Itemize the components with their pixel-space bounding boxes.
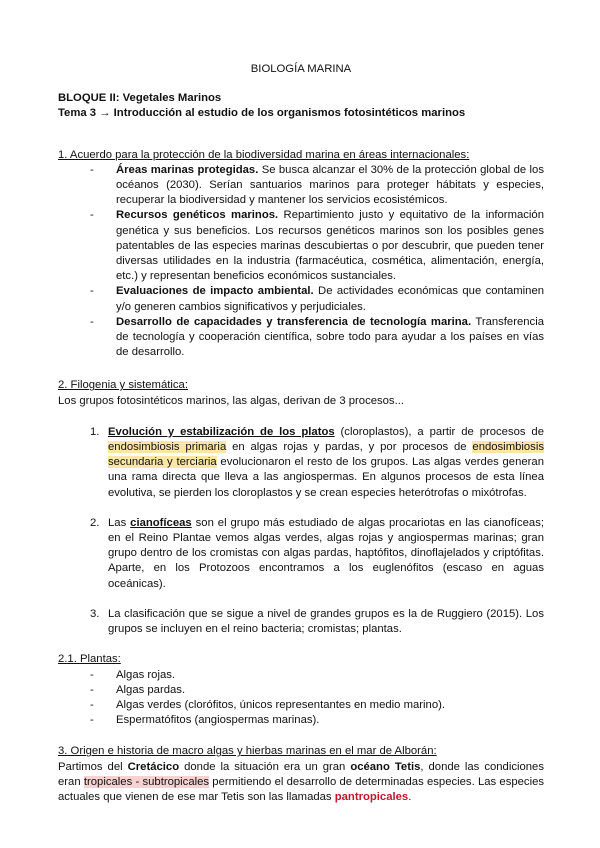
list-item	[58, 163, 544, 209]
list-item: - Algas rojas.	[58, 668, 544, 683]
para-text: Partimos del	[58, 760, 128, 773]
para-text: permitiendo el desarrollo de determinadas especies. Las especies actuales que vienen de ese mar Tetis son las llamadas	[58, 775, 545, 803]
list-item: - Algas pardas.	[58, 683, 544, 698]
item-bold: Desarrollo de capacidades y transferencia de tecnología marina.	[116, 315, 472, 328]
highlight: tropicales - subtropicales	[83, 775, 210, 788]
item-number: 2.	[90, 516, 100, 529]
item-text: evolucionaron el resto de los grupos. Las algas verdes generan una rama directa que lleva a las angiospermas. En algunos procesos de esta línea evolutiva, se pierden los cloroplastos y se crean especies heterótrofas o mixótrofas.	[108, 456, 544, 499]
item-title: Evolución y estabilización de los platos	[108, 425, 335, 438]
section-2	[58, 378, 544, 637]
item-bold: Evaluaciones de impacto ambiental.	[116, 285, 314, 298]
item-text: en algas rojas y pardas, y por procesos de	[226, 441, 473, 454]
item-text: Se busca alcanzar el 30% de la protección global de los océanos (2030). Serían santuarios marinos para proteger hábitats y especies, recuperar la biodiversidad y mantener los servicios ecosistémicos.	[116, 163, 544, 207]
item-text: Repartimiento justo y equitativo de la información genética y sus beneficios. Los recursos genéticos marinos son los posibles genes patentables de las especies marinas descubiertas o por descubrir, que pueden tener diversas utilidades en la industria (farmacéutica, cosmética, alimentación, energía, etc.) y representan beneficios económicos sustanciales.	[116, 209, 544, 283]
para-text: donde la situación era un gran	[179, 760, 351, 773]
item-bold: Recursos genéticos marinos.	[116, 209, 279, 222]
section-2-1-heading: 2.1. Plantas:	[58, 653, 121, 666]
item-text: De actividades económicas que contaminen y/o generen cambios significativos y perjudiciales.	[116, 285, 545, 313]
item-text: La clasificación que se sigue a nivel de grandes grupos es la de Ruggiero (2015). Los grupos se incluyen en el reino bacteria; cromistas; plantas.	[108, 607, 544, 636]
item-bold: Áreas marinas protegidas.	[116, 163, 259, 176]
numbered-item-1	[58, 425, 544, 501]
list-item	[58, 284, 544, 314]
section-2-1	[58, 652, 544, 728]
section-3-heading: 3. Origen e historia de macro algas y hierbas marinas en el mar de Alborán:	[58, 745, 437, 758]
section-3	[58, 744, 544, 805]
topic-heading: Tema 3 → Introducción al estudio de los organismos fotosintéticos marinos	[58, 107, 466, 120]
section-2-1-list	[58, 668, 544, 729]
section-3-paragraph	[58, 760, 544, 806]
section-1-list	[58, 163, 544, 361]
document-page	[58, 62, 544, 805]
item-text: (cloroplastos), a partir de procesos de	[334, 425, 544, 438]
bold-term: océano Tetis	[350, 760, 421, 773]
red-term: pantropicales	[334, 790, 409, 803]
list-item: - Espermatófitos (angiospermas marinas).	[58, 713, 544, 728]
highlight: endosimbiosis primaria	[108, 441, 227, 454]
section-2-list	[58, 425, 544, 637]
block-heading: BLOQUE II: Vegetales Marinos	[58, 92, 222, 105]
bold-term: Cretácico	[127, 760, 180, 773]
highlight: endosimbiosis secundaria y terciaria	[108, 441, 544, 469]
item-text: Transferencia de tecnología y cooperación científica, sobre todo para ayudar a los países en vías de desarrollo.	[116, 315, 544, 359]
numbered-item-2	[58, 516, 544, 592]
para-text: .	[408, 790, 412, 803]
item-number: 1.	[90, 425, 100, 438]
section-2-heading: 2. Filogenia y sistemática:	[58, 379, 188, 392]
section-2-intro: Los grupos fotosintéticos marinos, las algas, derivan de 3 procesos...	[58, 394, 404, 407]
item-title: cianofíceas	[130, 516, 192, 529]
para-text: , donde las condiciones eran	[58, 760, 544, 788]
numbered-item-3	[58, 607, 544, 637]
item-text: son el grupo más estudiado de algas procariotas en las cianofíceas; en el Reino Plantae vemos algas verdes, algas rojas y angiospermas marinas; gran grupo dentro de los cromistas con algas pardas, haptófitos, dinoflajelados y criptófitas. Aparte, en los Protozoos encontramos a los euglenófitos (escaso en aguas oceánicas).	[108, 516, 544, 590]
list-item	[58, 315, 544, 361]
section-1	[58, 148, 544, 361]
list-item	[58, 208, 544, 284]
item-number: 3.	[90, 607, 100, 620]
item-text: Las	[108, 516, 131, 529]
list-item: - Algas verdes (clorófitos, únicos representantes en medio marino).	[58, 698, 544, 713]
section-1-heading: 1. Acuerdo para la protección de la biodiversidad marina en áreas internacionales:	[58, 148, 470, 161]
document-title: BIOLOGÍA MARINA	[250, 63, 352, 75]
